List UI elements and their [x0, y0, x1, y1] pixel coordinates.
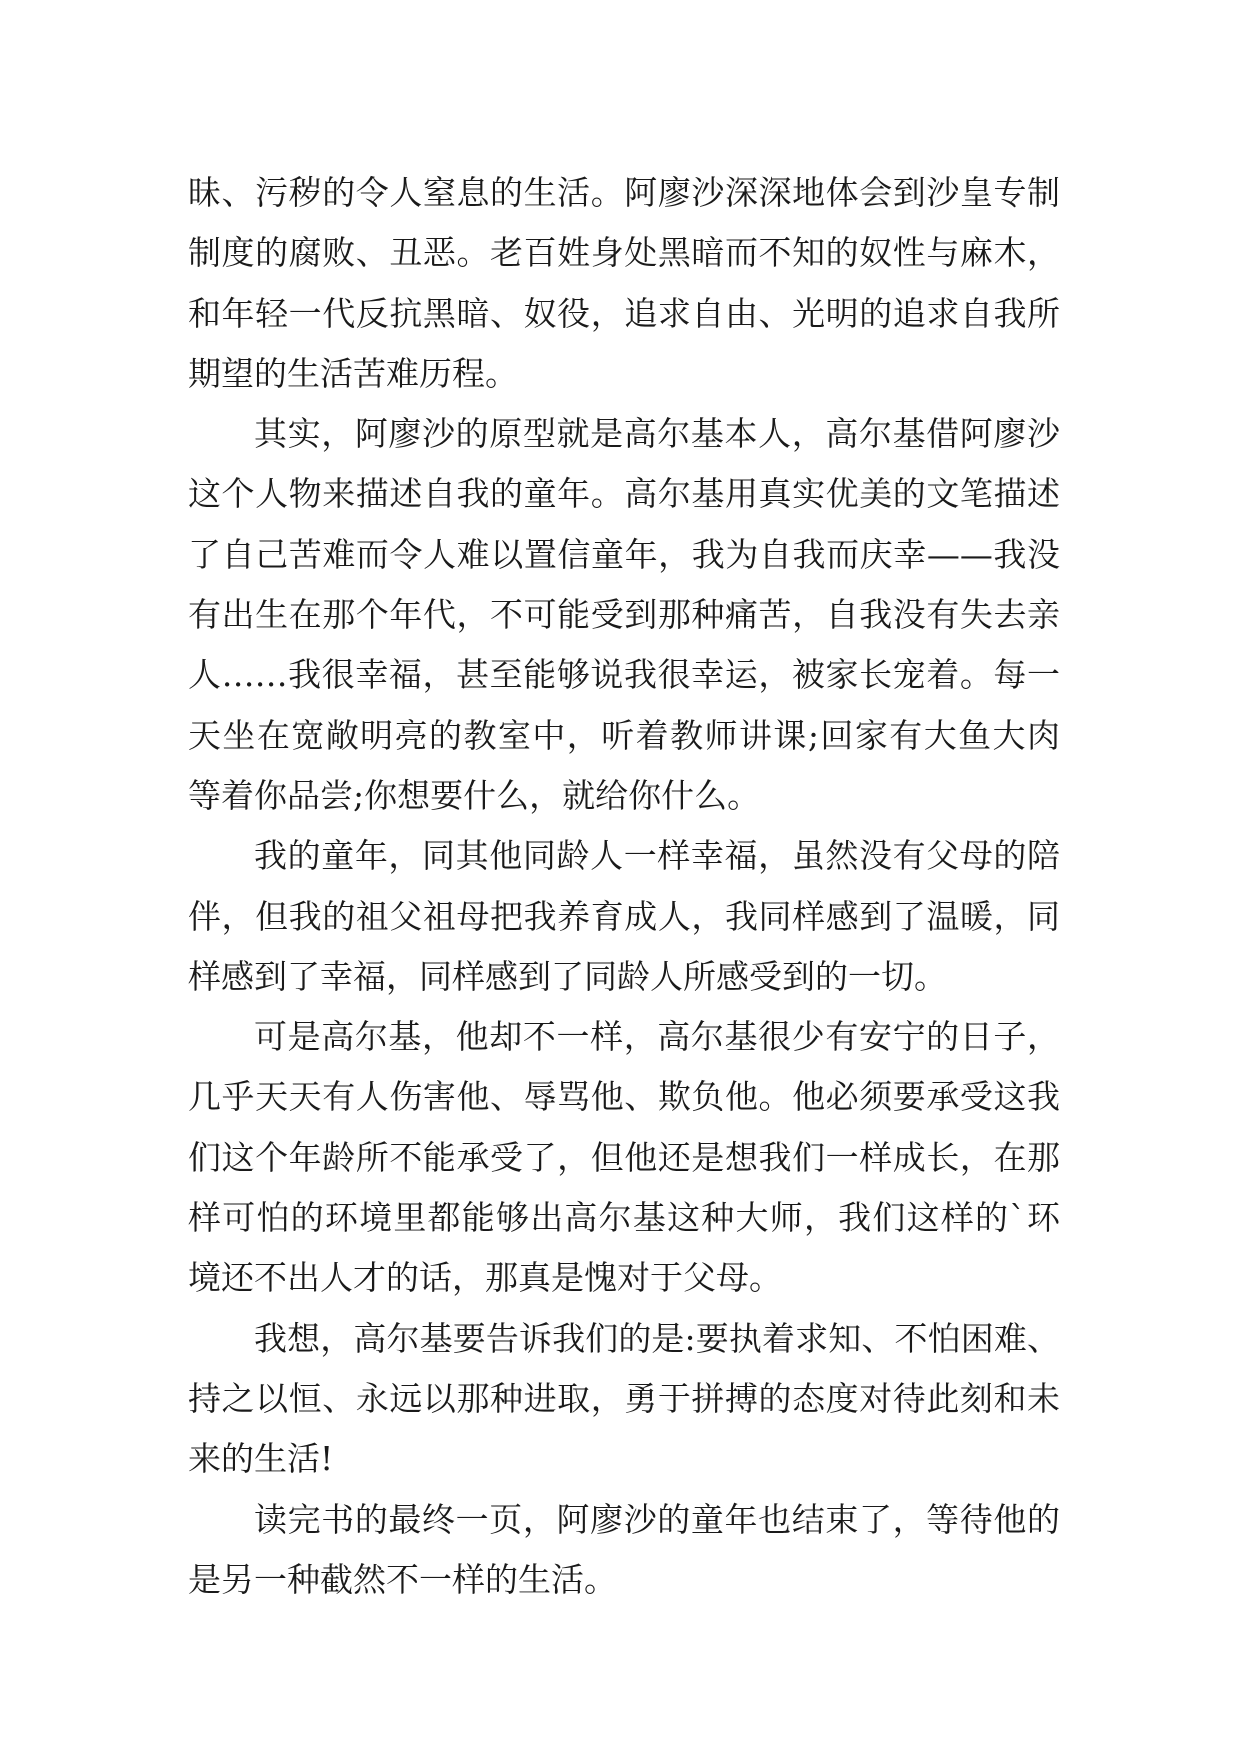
text-line: 们这个年龄所不能承受了，但他还是想我们一样成长，在那: [188, 1137, 1060, 1177]
text-line: 伴，但我的祖父祖母把我养育成人，我同样感到了温暖，同: [188, 896, 1060, 936]
paragraph-first-line: 其实，阿廖沙的原型就是高尔基本人，高尔基借阿廖沙: [254, 414, 1060, 454]
paragraph-first-line: 读完书的最终一页，阿廖沙的童年也结束了，等待他的: [254, 1499, 1060, 1539]
text-line: 等着你品尝;你想要什么，就给你什么。: [188, 775, 761, 815]
text-line: 样感到了幸福，同样感到了同龄人所感受到的一切。: [188, 956, 947, 996]
essay-body: [188, 163, 1060, 1610]
text-line: 人……我很幸福，甚至能够说我很幸运，被家长宠着。每一: [188, 655, 1060, 695]
text-line: 天坐在宽敞明亮的教室中，听着教师讲课;回家有大鱼大肉: [188, 715, 1060, 755]
text-line: 期望的生活苦难历程。: [188, 353, 518, 393]
paragraph-first-line: 我想，高尔基要告诉我们的是:要执着求知、不怕困难、: [254, 1318, 1060, 1358]
text-line: 和年轻一代反抗黑暗、奴役，追求自由、光明的追求自我所: [188, 293, 1060, 333]
text-line: 境还不出人才的话，那真是愧对于父母。: [188, 1258, 782, 1298]
text-line: 昧、污秽的令人窒息的生活。阿廖沙深深地体会到沙皇专制: [188, 173, 1060, 212]
text-line: 有出生在那个年代，不可能受到那种痛苦，自我没有失去亲: [188, 595, 1060, 635]
text-line: 持之以恒、永远以那种进取，勇于拼搏的态度对待此刻和未: [188, 1378, 1060, 1418]
text-line: 这个人物来描述自我的童年。高尔基用真实优美的文笔描述: [188, 474, 1060, 514]
text-line: 几乎天天有人伤害他、辱骂他、欺负他。他必须要承受这我: [188, 1077, 1060, 1117]
paragraph-first-line: 可是高尔基，他却不一样，高尔基很少有安宁的日子，: [254, 1017, 1060, 1057]
text-line: 样可怕的环境里都能够出高尔基这种大师，我们这样的`环: [188, 1198, 1060, 1238]
text-line: 来的生活!: [188, 1439, 334, 1479]
paragraph-first-line: 我的童年，同其他同龄人一样幸福，虽然没有父母的陪: [254, 836, 1060, 876]
text-line: 了自己苦难而令人难以置信童年，我为自我而庆幸——我没: [188, 534, 1060, 574]
text-line: 是另一种截然不一样的生活。: [188, 1559, 617, 1599]
text-line: 制度的腐败、丑恶。老百姓身处黑暗而不知的奴性与麻木，: [188, 233, 1060, 273]
